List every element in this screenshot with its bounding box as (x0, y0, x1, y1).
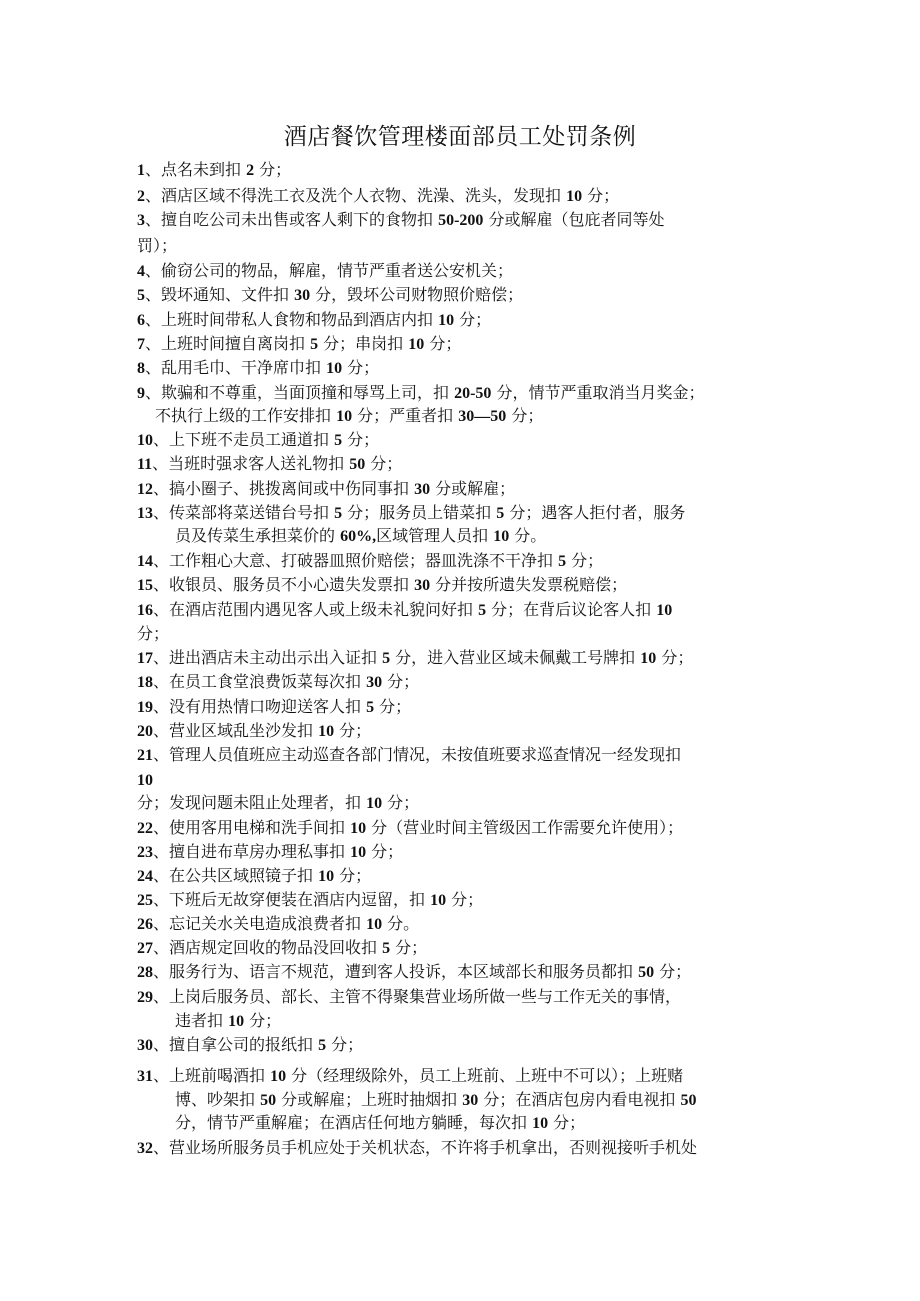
rule-line: 20、营业区域乱坐沙发扣 10 分； (137, 721, 372, 740)
rule-line: 6、上班时间带私人食物和物品到酒店内扣 10 分； (137, 310, 492, 329)
rule-line: 31、上班前喝酒扣 10 分（经理级除外，员工上班前、上班中不可以）；上班赌 (137, 1066, 684, 1085)
rule-line: 7、上班时间擅自离岗扣 5 分；串岗扣 10 分； (137, 334, 462, 353)
rule-line: 26、忘记关水关电造成浪费者扣 10 分。 (137, 914, 420, 933)
rule-line: 27、酒店规定回收的物品没回收扣 5 分； (137, 938, 428, 957)
rule-line: 3、擅自吃公司未出售或客人剩下的食物扣 50-200 分或解雇（包庇者同等处 (137, 210, 665, 229)
rule-line: 员及传菜生承担菜价的 60%,区域管理人员扣 10 分。 (175, 526, 547, 545)
rule-line: 5、毁坏通知、文件扣 30 分，毁坏公司财物照价赔偿； (137, 285, 524, 304)
rule-line: 19、没有用热情口吻迎送客人扣 5 分； (137, 697, 412, 716)
rule-line: 14、工作粗心大意、打破器皿照价赔偿；器皿洗涤不干净扣 5 分； (137, 551, 604, 570)
rule-line: 分； (137, 624, 170, 643)
rule-line: 9、欺骗和不尊重，当面顶撞和辱骂上司，扣 20-50 分，情节严重取消当月奖金； (137, 383, 705, 402)
rule-line: 10、上下班不走员工通道扣 5 分； (137, 430, 380, 449)
rule-line: 23、擅自进布草房办理私事扣 10 分； (137, 842, 404, 861)
rule-line: 22、使用客用电梯和洗手间扣 10 分（营业时间主管级因工作需要允许使用）； (137, 818, 684, 837)
rule-line: 21、管理人员值班应主动巡查各部门情况，未按值班要求巡查情况一经发现扣 (137, 745, 682, 764)
rule-line: 25、下班后无故穿便装在酒店内逗留，扣 10 分； (137, 890, 484, 909)
rule-line: 4、偷窃公司的物品，解雇，情节严重者送公安机关； (137, 261, 514, 280)
rule-line: 1、点名未到扣 2 分； (137, 160, 292, 179)
rule-line: 30、擅自拿公司的报纸扣 5 分； (137, 1035, 364, 1054)
rule-line: 罚）； (137, 236, 178, 255)
page-title: 酒店餐饮管理楼面部员工处罚条例 (283, 124, 637, 150)
rule-line: 29、上岗后服务员、部长、主管不得聚集营业场所做一些与工作无关的事情， (137, 987, 682, 1006)
rule-line: 12、搞小圈子、挑拨离间或中伤同事扣 30 分或解雇； (137, 479, 516, 498)
rule-line: 不执行上级的工作安排扣 10 分；严重者扣 30—50 分； (155, 406, 544, 425)
rule-line: 博、吵架扣 50 分或解雇；上班时抽烟扣 30 分；在酒店包房内看电视扣 50 (175, 1090, 697, 1109)
rule-line: 11、当班时强求客人送礼物扣 50 分； (137, 454, 403, 473)
rule-line: 18、在员工食堂浪费饭菜每次扣 30 分； (137, 672, 420, 691)
rule-line: 13、传菜部将菜送错台号扣 5 分；服务员上错菜扣 5 分；遇客人拒付者，服务 (137, 503, 686, 522)
rule-line: 2、酒店区域不得洗工衣及洗个人衣物、洗澡、洗头，发现扣 10 分； (137, 186, 620, 205)
rule-line: 分；发现问题未阻止处理者，扣 10 分； (137, 793, 420, 812)
rule-line: 16、在酒店范围内遇见客人或上级未礼貌问好扣 5 分；在背后议论客人扣 10 (137, 600, 673, 619)
rule-line: 违者扣 10 分； (175, 1011, 282, 1030)
rule-line: 分，情节严重解雇；在酒店任何地方躺睡，每次扣 10 分； (175, 1113, 586, 1132)
rule-line: 10 (137, 772, 153, 789)
rule-line: 15、收银员、服务员不小心遗失发票扣 30 分并按所遗失发票税赔偿； (137, 575, 628, 594)
rule-line: 28、服务行为、语言不规范，遭到客人投诉，本区域部长和服务员都扣 50 分； (137, 962, 692, 981)
rule-line: 24、在公共区域照镜子扣 10 分； (137, 866, 372, 885)
rule-line: 17、进出酒店未主动出示出入证扣 5 分，进入营业区域未佩戴工号牌扣 10 分； (137, 648, 694, 667)
rule-line: 8、乱用毛巾、干净席巾扣 10 分； (137, 358, 380, 377)
rule-line: 32、营业场所服务员手机应处于关机状态，不许将手机拿出，否则视接听手机处 (137, 1138, 698, 1157)
